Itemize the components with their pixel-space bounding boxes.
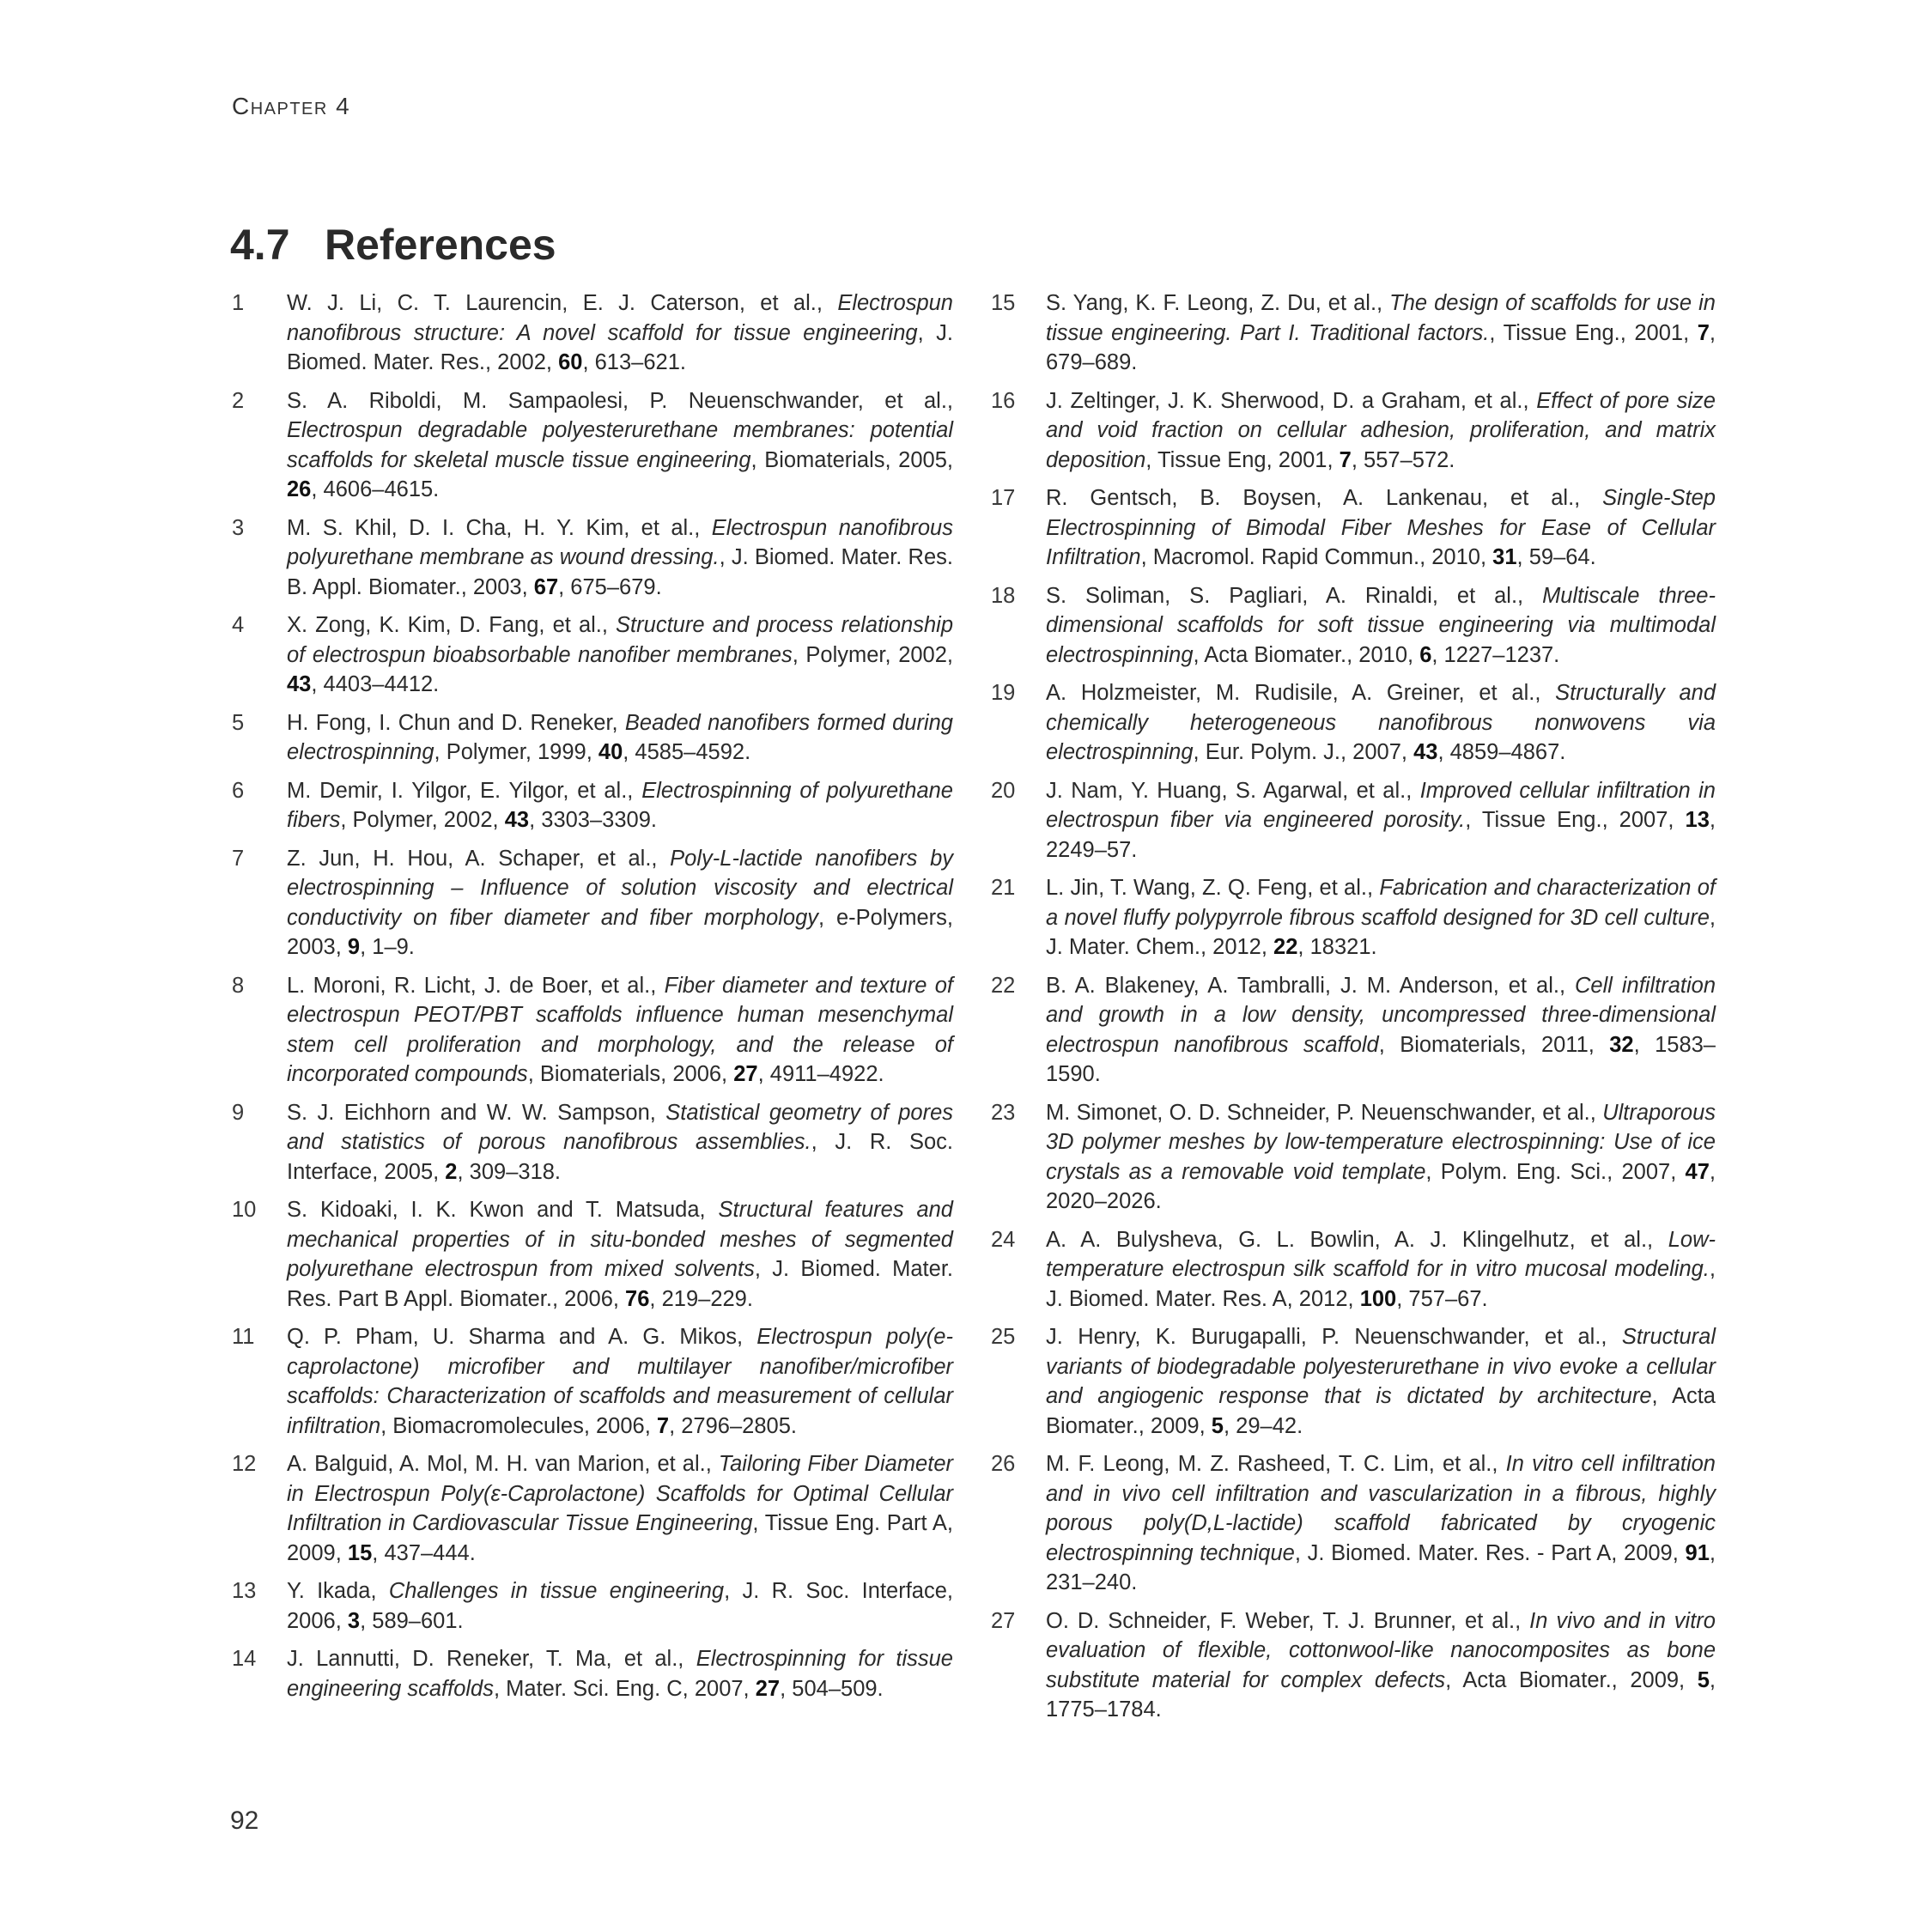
reference-authors: W. J. Li, C. T. Laurencin, E. J. Caterson, et al.,	[287, 291, 838, 315]
reference-title: In vitro cell infiltration and in vivo cell infiltration and vascularization in a fibrous, highly porous poly(D,L-lactide) scaffold fabricated by cryogenic electrospinning technique	[1046, 1452, 1716, 1565]
reference-volume: 27	[755, 1676, 781, 1701]
reference-entry	[991, 483, 1716, 573]
reference-volume: 3	[347, 1608, 361, 1633]
reference-title: Beaded nanofibers formed during electrospinning	[287, 710, 953, 764]
reference-authors: R. Gentsch, B. Boysen, A. Lankenau, et al.,	[1046, 486, 1603, 510]
reference-authors: S. Yang, K. F. Leong, Z. Du, et al.,	[1046, 291, 1390, 315]
reference-pages: , 613–621.	[582, 350, 686, 374]
reference-text	[287, 1449, 953, 1568]
reference-journal: , Polymer, 2002,	[792, 642, 954, 667]
reference-pages: , 219–229.	[649, 1286, 753, 1311]
page-number: 92	[230, 1807, 259, 1835]
reference-authors: M. S. Khil, D. I. Cha, H. Y. Kim, et al.,	[287, 515, 712, 540]
reference-authors: S. Soliman, S. Pagliari, A. Rinaldi, et al.,	[1046, 583, 1543, 608]
reference-title: Single-Step Electrospinning of Bimodal Fiber Meshes for Ease of Cellular Infiltration	[1046, 486, 1716, 569]
reference-journal: , J. Biomed. Mater. Res., 2002,	[287, 320, 953, 374]
reference-pages: , 3303–3309.	[529, 808, 657, 832]
reference-volume: 2	[445, 1159, 458, 1184]
reference-text	[287, 1644, 953, 1703]
reference-entry	[232, 708, 953, 768]
reference-title: Tailoring Fiber Diameter in Electrospun Poly(ε-Caprolactone) Scaffolds for Optimal Cellular Infiltration in Cardiovascular Tissue Engineering	[287, 1452, 953, 1535]
reference-pages: , 2249–57.	[1046, 808, 1716, 862]
reference-authors: J. Henry, K. Burugapalli, P. Neuenschwander, et al.,	[1046, 1325, 1622, 1349]
reference-number: 4	[232, 613, 245, 637]
reference-authors: J. Nam, Y. Huang, S. Agarwal, et al.,	[1046, 778, 1420, 803]
reference-journal: , Biomaterials, 2011,	[1378, 1032, 1610, 1057]
reference-authors: Y. Ikada,	[287, 1579, 389, 1603]
reference-authors: L. Jin, T. Wang, Z. Q. Feng, et al.,	[1046, 876, 1380, 900]
reference-journal: , Biomaterials, 2006,	[527, 1062, 734, 1086]
reference-authors: J. Lannutti, D. Reneker, T. Ma, et al.,	[287, 1647, 696, 1671]
references-left-column	[232, 288, 953, 1712]
reference-pages: , 4606–4615.	[311, 477, 440, 501]
reference-title: Electrospun degradable polyesterurethane membranes: potential scaffolds for skeletal muscle tissue engineering	[287, 418, 953, 472]
reference-number: 12	[232, 1452, 257, 1476]
reference-authors: A. Balguid, A. Mol, M. H. van Marion, et al.,	[287, 1452, 719, 1476]
reference-number: 21	[991, 876, 1016, 900]
references-right-column	[991, 288, 1716, 1734]
reference-number: 23	[991, 1100, 1016, 1125]
reference-authors: J. Zeltinger, J. K. Sherwood, D. a Graham, et al.,	[1046, 388, 1537, 413]
reference-entry	[991, 1449, 1716, 1598]
reference-number: 18	[991, 583, 1016, 608]
reference-authors: Z. Jun, H. Hou, A. Schaper, et al.,	[287, 846, 671, 871]
reference-pages: , 4403–4412.	[311, 672, 440, 696]
reference-title: In vivo and in vitro evaluation of flexible, cottonwool-like nanocomposites as bone substitute material for complex defects	[1046, 1608, 1716, 1692]
reference-number: 26	[991, 1452, 1016, 1476]
reference-entry	[232, 971, 953, 1090]
reference-authors: X. Zong, K. Kim, D. Fang, et al.,	[287, 613, 617, 637]
reference-text	[1046, 386, 1716, 476]
reference-number: 6	[232, 778, 245, 803]
reference-number: 9	[232, 1100, 245, 1125]
reference-volume: 40	[598, 740, 623, 764]
reference-text	[287, 1576, 953, 1636]
reference-text	[1046, 288, 1716, 378]
reference-entry	[991, 1098, 1716, 1217]
reference-pages: , 18321.	[1297, 935, 1377, 959]
reference-pages: , 1775–1784.	[1046, 1667, 1716, 1722]
reference-entry	[232, 610, 953, 700]
reference-title: Structural variants of biodegradable polyesterurethane in vivo evoke a cellular and angiogenic response that is dictated by architecture	[1046, 1325, 1716, 1408]
reference-journal: , Acta Biomater., 2010,	[1193, 642, 1420, 667]
reference-number: 25	[991, 1325, 1016, 1349]
reference-number: 19	[991, 681, 1016, 705]
reference-title: Poly-L-lactide nanofibers by electrospinning – Influence of solution viscosity and electrical conductivity on fiber diameter and fiber morphology	[287, 846, 953, 930]
reference-text	[287, 844, 953, 962]
reference-number: 2	[232, 388, 245, 413]
reference-entry	[991, 581, 1716, 671]
reference-pages: , 437–444.	[372, 1540, 476, 1565]
reference-pages: , 29–42.	[1223, 1413, 1303, 1438]
reference-pages: , 309–318.	[457, 1159, 562, 1184]
reference-journal: , J. Biomed. Mater. Res. Part B Appl. Biomater., 2006,	[287, 1257, 953, 1311]
reference-volume: 27	[733, 1062, 758, 1086]
section-number: 4.7	[230, 221, 290, 269]
reference-number: 1	[232, 291, 245, 315]
reference-pages: , 557–572.	[1351, 447, 1455, 472]
reference-title: Statistical geometry of pores and statistics of porous nanofibrous assemblies.	[287, 1100, 953, 1154]
reference-text	[287, 708, 953, 768]
reference-number: 3	[232, 515, 245, 540]
reference-number: 5	[232, 710, 245, 735]
reference-pages: , 504–509.	[780, 1676, 884, 1701]
reference-pages: , 4859–4867.	[1437, 740, 1566, 764]
reference-title: Electrospinning for tissue engineering scaffolds	[287, 1647, 953, 1701]
reference-volume: 43	[287, 672, 312, 696]
reference-number: 16	[991, 388, 1016, 413]
reference-number: 13	[232, 1579, 257, 1603]
reference-entry	[232, 1449, 953, 1568]
reference-journal: , Macromol. Rapid Commun., 2010,	[1140, 545, 1493, 569]
reference-volume: 67	[533, 574, 559, 599]
reference-text	[1046, 678, 1716, 768]
reference-volume: 13	[1685, 808, 1710, 832]
reference-entry	[232, 776, 953, 835]
reference-title: Cell infiltration and growth in a low density, uncompressed three-dimensional electrospun nanofibrous scaffold	[1046, 973, 1716, 1057]
reference-volume: 22	[1273, 935, 1298, 959]
reference-number: 15	[991, 291, 1016, 315]
reference-volume: 60	[558, 350, 583, 374]
running-head: Chapter 4	[232, 93, 351, 119]
reference-authors: Q. P. Pham, U. Sharma and A. G. Mikos,	[287, 1325, 757, 1349]
reference-pages: , 4585–4592.	[623, 740, 751, 764]
reference-entry	[991, 1225, 1716, 1315]
reference-title: Structural features and mechanical properties of in situ-bonded meshes of segmented polyurethane electrospun from mixed solvents	[287, 1198, 953, 1281]
reference-volume: 100	[1359, 1286, 1397, 1311]
reference-text	[1046, 1098, 1716, 1217]
reference-text	[1046, 776, 1716, 865]
reference-entry	[991, 288, 1716, 378]
reference-number: 22	[991, 973, 1016, 998]
reference-volume: 43	[1413, 740, 1438, 764]
reference-text	[1046, 971, 1716, 1090]
reference-pages: , 2796–2805.	[669, 1413, 797, 1438]
reference-authors: M. Demir, I. Yilgor, E. Yilgor, et al.,	[287, 778, 642, 803]
reference-authors: S. Kidoaki, I. K. Kwon and T. Matsuda,	[287, 1198, 719, 1222]
reference-entry	[232, 386, 953, 505]
reference-pages: , 679–689.	[1046, 320, 1716, 374]
reference-volume: 5	[1697, 1667, 1710, 1692]
reference-text	[1046, 581, 1716, 671]
reference-number: 11	[232, 1325, 255, 1349]
reference-number: 7	[232, 846, 245, 871]
reference-text	[287, 1098, 953, 1187]
reference-journal: , Biomaterials, 2005,	[750, 447, 953, 472]
reference-number: 10	[232, 1198, 257, 1222]
reference-journal: , Tissue Eng., 2001,	[1489, 320, 1698, 345]
reference-volume: 7	[1339, 447, 1352, 472]
section-title: References	[325, 221, 556, 269]
reference-authors: O. D. Schneider, F. Weber, T. J. Brunner, et al.,	[1046, 1608, 1530, 1633]
reference-text	[1046, 873, 1716, 962]
reference-title: Improved cellular infiltration in electrospun fiber via engineered porosity.	[1046, 778, 1716, 832]
reference-title: Low-temperature electrospun silk scaffold for in vitro mucosal modeling.	[1046, 1227, 1716, 1281]
reference-entry	[991, 1322, 1716, 1441]
reference-volume: 32	[1609, 1032, 1634, 1057]
reference-text	[1046, 1225, 1716, 1315]
reference-authors: M. F. Leong, M. Z. Rasheed, T. C. Lim, et al.,	[1046, 1452, 1506, 1476]
reference-title: Structurally and chemically heterogeneous nanofibrous nonwovens via electrospinning	[1046, 681, 1716, 764]
reference-title: Electrospinning of polyurethane fibers	[287, 778, 953, 832]
reference-journal: , Polymer, 2002,	[340, 808, 505, 832]
reference-entry	[991, 971, 1716, 1090]
reference-text	[287, 513, 953, 603]
reference-title: Multiscale three-dimensional scaffolds for soft tissue engineering via multimodal electrospinning	[1046, 583, 1716, 667]
reference-authors: A. A. Bulysheva, G. L. Bowlin, A. J. Klingelhutz, et al.,	[1046, 1227, 1668, 1252]
reference-text	[1046, 483, 1716, 573]
reference-title: Effect of pore size and void fraction on cellular adhesion, proliferation, and matrix deposition	[1046, 388, 1716, 472]
reference-journal: , J. Biomed. Mater. Res. B. Appl. Biomater., 2003,	[287, 545, 953, 599]
reference-journal: , Tissue Eng., 2007,	[1465, 808, 1686, 832]
reference-title: Electrospun nanofibrous structure: A novel scaffold for tissue engineering	[287, 291, 953, 345]
reference-volume: 76	[625, 1286, 650, 1311]
reference-entry	[991, 678, 1716, 768]
reference-pages: , 757–67.	[1396, 1286, 1488, 1311]
reference-pages: , 4911–4922.	[757, 1062, 884, 1086]
reference-journal: , Eur. Polym. J., 2007,	[1193, 740, 1414, 764]
reference-entry	[232, 1195, 953, 1314]
reference-number: 27	[991, 1608, 1016, 1633]
reference-journal: , Acta Biomater., 2009,	[1445, 1667, 1698, 1692]
reference-text	[287, 971, 953, 1090]
reference-number: 20	[991, 778, 1016, 803]
reference-authors: H. Fong, I. Chun and D. Reneker,	[287, 710, 625, 735]
reference-pages: , 2020–2026.	[1046, 1159, 1716, 1213]
reference-volume: 7	[1697, 320, 1710, 345]
reference-text	[287, 776, 953, 835]
reference-volume: 43	[504, 808, 530, 832]
reference-authors: M. Simonet, O. D. Schneider, P. Neuenschwander, et al.,	[1046, 1100, 1603, 1125]
reference-text	[287, 1322, 953, 1441]
reference-entry	[232, 288, 953, 378]
reference-journal: , J. R. Soc. Interface, 2005,	[287, 1130, 953, 1184]
reference-authors: S. J. Eichhorn and W. W. Sampson,	[287, 1100, 666, 1125]
reference-journal: , Polym. Eng. Sci., 2007,	[1425, 1159, 1686, 1184]
reference-volume: 7	[656, 1413, 670, 1438]
reference-volume: 9	[347, 935, 361, 959]
reference-pages: , 1583–1590.	[1046, 1032, 1716, 1086]
reference-pages: , 1227–1237.	[1431, 642, 1560, 667]
reference-title: Electrospun nanofibrous polyurethane membrane as wound dressing.	[287, 515, 953, 569]
reference-number: 17	[991, 486, 1016, 510]
reference-text	[1046, 1606, 1716, 1725]
reference-entry	[232, 1644, 953, 1703]
reference-title: Challenges in tissue engineering	[388, 1579, 725, 1603]
reference-entry	[232, 1576, 953, 1636]
reference-title: Structure and process relationship of electrospun bioabsorbable nanofiber membranes	[287, 613, 953, 667]
reference-pages: , 1–9.	[360, 935, 415, 959]
reference-entry	[991, 873, 1716, 962]
reference-volume: 31	[1492, 545, 1517, 569]
reference-text	[1046, 1449, 1716, 1598]
reference-number: 8	[232, 973, 245, 998]
reference-entry	[991, 1606, 1716, 1725]
reference-title: Electrospun poly(e-caprolactone) microfiber and multilayer nanofiber/microfiber scaffolds: Characterization of scaffolds and measurement of cellular infiltration	[287, 1325, 953, 1438]
reference-text	[287, 288, 953, 378]
reference-title: Ultraporous 3D polymer meshes by low-temperature electrospinning: Use of ice crystals as a removable void template	[1046, 1100, 1716, 1184]
reference-title: Fabrication and characterization of a novel fluffy polypyrrole fibrous scaffold designed for 3D cell culture	[1046, 876, 1716, 930]
reference-journal: , J. Biomed. Mater. Res. A, 2012,	[1046, 1257, 1716, 1311]
reference-entry	[232, 1098, 953, 1187]
reference-journal: , Tissue Eng. Part A, 2009,	[287, 1511, 953, 1565]
reference-title: Fiber diameter and texture of electrospun PEOT/PBT scaffolds influence human mesenchymal stem cell proliferation and morphology, and the release of incorporated compounds	[287, 973, 953, 1086]
reference-text	[287, 1195, 953, 1314]
section-heading	[230, 220, 556, 270]
reference-text	[1046, 1322, 1716, 1441]
reference-number: 24	[991, 1227, 1016, 1252]
reference-authors: S. A. Riboldi, M. Sampaolesi, P. Neuenschwander, et al.,	[287, 388, 953, 413]
reference-pages: , 59–64.	[1516, 545, 1596, 569]
reference-pages: , 231–240.	[1046, 1540, 1716, 1594]
reference-journal: , Mater. Sci. Eng. C, 2007,	[494, 1676, 756, 1701]
reference-volume: 47	[1685, 1159, 1710, 1184]
reference-journal: , J. Mater. Chem., 2012,	[1046, 905, 1716, 959]
reference-authors: L. Moroni, R. Licht, J. de Boer, et al.,	[287, 973, 665, 998]
reference-pages: , 675–679.	[558, 574, 662, 599]
reference-authors: A. Holzmeister, M. Rudisile, A. Greiner, et al.,	[1046, 681, 1556, 705]
reference-volume: 5	[1211, 1413, 1224, 1438]
reference-journal: , Acta Biomater., 2009,	[1046, 1384, 1716, 1438]
reference-journal: , Tissue Eng, 2001,	[1145, 447, 1340, 472]
reference-journal: , J. R. Soc. Interface, 2006,	[287, 1579, 953, 1633]
reference-journal: , e-Polymers, 2003,	[287, 905, 953, 959]
reference-entry	[232, 1322, 953, 1441]
reference-text	[287, 610, 953, 700]
reference-entry	[232, 844, 953, 962]
reference-journal: , Biomacromolecules, 2006,	[380, 1413, 657, 1438]
reference-entry	[991, 776, 1716, 865]
reference-volume: 6	[1419, 642, 1432, 667]
reference-entry	[232, 513, 953, 603]
reference-title: The design of scaffolds for use in tissue engineering. Part I. Traditional factors.	[1046, 291, 1716, 345]
reference-journal: , Polymer, 1999,	[434, 740, 598, 764]
reference-journal: , J. Biomed. Mater. Res. - Part A, 2009,	[1294, 1540, 1686, 1565]
reference-text	[287, 386, 953, 505]
reference-volume: 26	[287, 477, 312, 501]
reference-volume: 91	[1685, 1540, 1710, 1565]
reference-entry	[991, 386, 1716, 476]
reference-volume: 15	[347, 1540, 373, 1565]
reference-pages: , 589–601.	[360, 1608, 464, 1633]
reference-number: 14	[232, 1647, 257, 1671]
reference-authors: B. A. Blakeney, A. Tambralli, J. M. Anderson, et al.,	[1046, 973, 1575, 998]
